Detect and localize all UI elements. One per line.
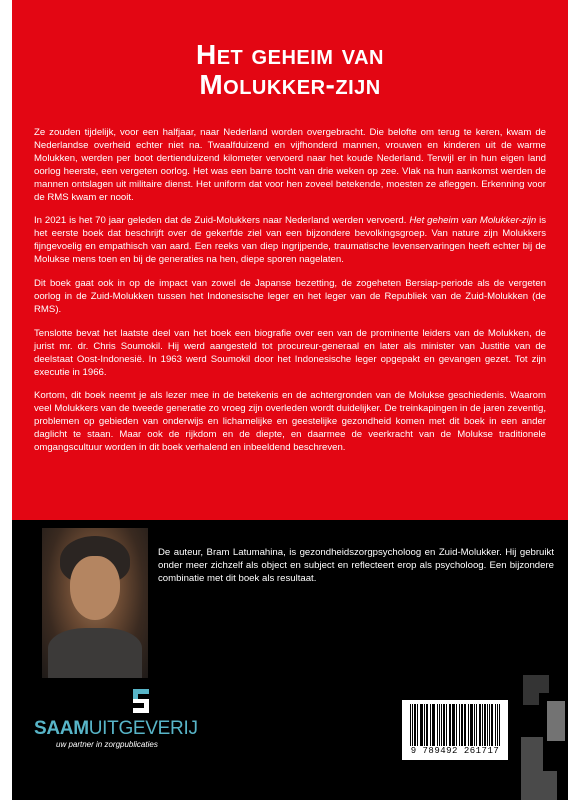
- barcode-bar: [485, 704, 486, 746]
- blurb-p2-start: In 2021 is het 70 jaar geleden dat de Zuid-Molukkers naar Nederland werden vervoerd.: [34, 215, 410, 227]
- publisher-watermark-icon: [517, 675, 567, 800]
- barcode-bar: [417, 704, 418, 746]
- barcode-bar: [441, 704, 442, 746]
- barcode-bar: [465, 704, 466, 746]
- barcode-bar: [449, 704, 450, 746]
- barcode-bar: [471, 704, 472, 746]
- barcode-bar: [450, 704, 451, 746]
- barcode-bar: [437, 704, 438, 746]
- barcode-bar: [432, 704, 433, 746]
- barcode-bar: [420, 704, 421, 746]
- barcode-bar: [497, 704, 498, 746]
- barcode-bar: [452, 704, 453, 746]
- title-line-2: Molukker-zijn: [199, 69, 381, 100]
- barcode-bar: [484, 704, 485, 746]
- barcode-bar: [443, 704, 444, 746]
- blurb-paragraph-2: [34, 215, 546, 267]
- barcode-bar: [470, 704, 471, 746]
- author-shirt: [48, 628, 142, 678]
- barcode-bar: [430, 704, 431, 746]
- barcode-bar: [427, 704, 428, 746]
- barcode-bars: [410, 704, 500, 746]
- barcode-bar: [461, 704, 462, 746]
- book-back-cover: [12, 0, 568, 800]
- author-face: [70, 556, 120, 620]
- author-bio: De auteur, Bram Latumahina, is gezondheidszorgpsycholoog en Zuid-Molukker. Hij gebruikt onder meer zichzelf als object en subject en reflecteert erop als psycholoog. Een bijzondere combinatie met dit boek als resultaat.: [158, 547, 554, 584]
- barcode-bar: [415, 704, 416, 746]
- red-panel: [12, 0, 568, 520]
- book-title: [12, 40, 568, 100]
- barcode-bar: [459, 704, 460, 746]
- author-photo: [42, 528, 148, 678]
- blurb-paragraph-5: Kortom, dit boek neemt je als lezer mee in de betekenis en de achtergronden van de Molukse geschiedenis. Waarom veel Molukkers van de tweede generatie zo vroeg zijn overleden wordt duidelijker. De treinkapingen in de jaren zeventig, problemen op gebieden van onderwijs en lichamelijke en geestelijke gezondheid komen met dit boek in een ander daglicht te staan. Maar ook de rijkdom en de diepte, en daarmee de veerkracht van de Molukse traditionele omgangscultuur worden in dit boek verhalend en inbeeldend beschreven.: [34, 390, 546, 454]
- barcode-bar: [499, 704, 500, 746]
- barcode-bar: [482, 704, 483, 746]
- barcode-bar: [410, 704, 411, 746]
- blurb-p2-book-title: Het geheim van Molukker-zijn: [409, 215, 537, 227]
- publisher-logo-icon: [132, 688, 150, 714]
- blurb-p2-end: is het eerste boek dat beschrijft over de gekerfde ziel van een bijzondere bevolkingsgroep. Van nature zijn Molukkers fijngevoelig en empathisch van aard. Een reeks van diep ingrijpende, traumatische levenservaringen heeft echter bij de Molukse mens toen en bij de generaties na hen, diepe sporen nagelaten.: [34, 215, 547, 266]
- barcode-bar: [489, 704, 490, 746]
- barcode-bar: [434, 704, 435, 746]
- blurb: [34, 127, 546, 466]
- barcode-bar: [422, 704, 423, 746]
- barcode-bar: [479, 704, 480, 746]
- barcode-bar: [474, 704, 475, 746]
- barcode-bar: [412, 704, 413, 746]
- barcode-bar: [476, 704, 477, 746]
- barcode-bar: [453, 704, 454, 746]
- blurb-paragraph-4: Tenslotte bevat het laatste deel van het boek een biografie over een van de prominente leiders van de Molukken, de jurist mr. dr. Chris Soumokil. Hij werd aangesteld tot procureur-generaal en later als minister van Justitie van de deelstaat Oost-Indonesië. In 1963 werd Soumokil door het Indonesische leger opgepakt en gevangen gezet. Tot zijn executie in 1966.: [34, 327, 546, 378]
- barcode-bar: [444, 704, 445, 746]
- barcode-bar: [446, 704, 447, 746]
- barcode-bar: [433, 704, 434, 746]
- barcode-bar: [472, 704, 473, 746]
- publisher-tagline: uw partner in zorgpublicaties: [56, 740, 158, 749]
- barcode-bar: [468, 704, 469, 746]
- title-line-1: Het geheim van: [196, 39, 384, 70]
- publisher-name-saam: SAAM: [34, 718, 89, 739]
- barcode-bar: [464, 704, 465, 746]
- barcode-bar: [424, 704, 425, 746]
- barcode-bar: [439, 704, 440, 746]
- barcode-bar: [414, 704, 415, 746]
- publisher-name: [34, 718, 198, 740]
- barcode-bar: [480, 704, 481, 746]
- barcode-bar: [454, 704, 455, 746]
- barcode-bar: [487, 704, 488, 746]
- barcode-bar: [421, 704, 422, 746]
- barcode-bar: [462, 704, 463, 746]
- isbn-number: 9 789492 261717: [410, 746, 500, 756]
- blurb-paragraph-3: Dit boek gaat ook in op de impact van zowel de Japanse bezetting, de zogeheten Bersiap-periode als de vergeten oorlog in de Zuid-Molukken tussen het Indonesische leger en het leger van de Republiek van de Zuid-Molukken (de RMS).: [34, 278, 546, 315]
- barcode-bar: [495, 704, 496, 746]
- barcode-bar: [456, 704, 457, 746]
- barcode-bar: [492, 704, 493, 746]
- barcode: [402, 700, 508, 760]
- blurb-paragraph-1: Ze zouden tijdelijk, voor een halfjaar, naar Nederland worden overgebracht. Die belofte om terug te keren, kwam de Nederlandse overheid echter niet na. Twaalfduizend en vijfhonderd mannen, vrouwen en kinderen uit de warme Molukken, werden per boot dertienduizend kilometer vervoerd naar het koude Nederland. Terwijl er in hun eigen land oorlog heerste, een vergeten oorlog. Het was een barre tocht van drie weken op zee. Vlak na hun aankomst werden de mannen ontslagen uit militaire dienst. Het uniform dat voor hen zoveel betekende, moesten ze afleggen. Erkenning voor de RMS kwam er nooit.: [34, 127, 546, 203]
- publisher-name-uitgeverij: UITGEVERIJ: [88, 718, 198, 739]
- barcode-bar: [491, 704, 492, 746]
- barcode-bar: [426, 704, 427, 746]
